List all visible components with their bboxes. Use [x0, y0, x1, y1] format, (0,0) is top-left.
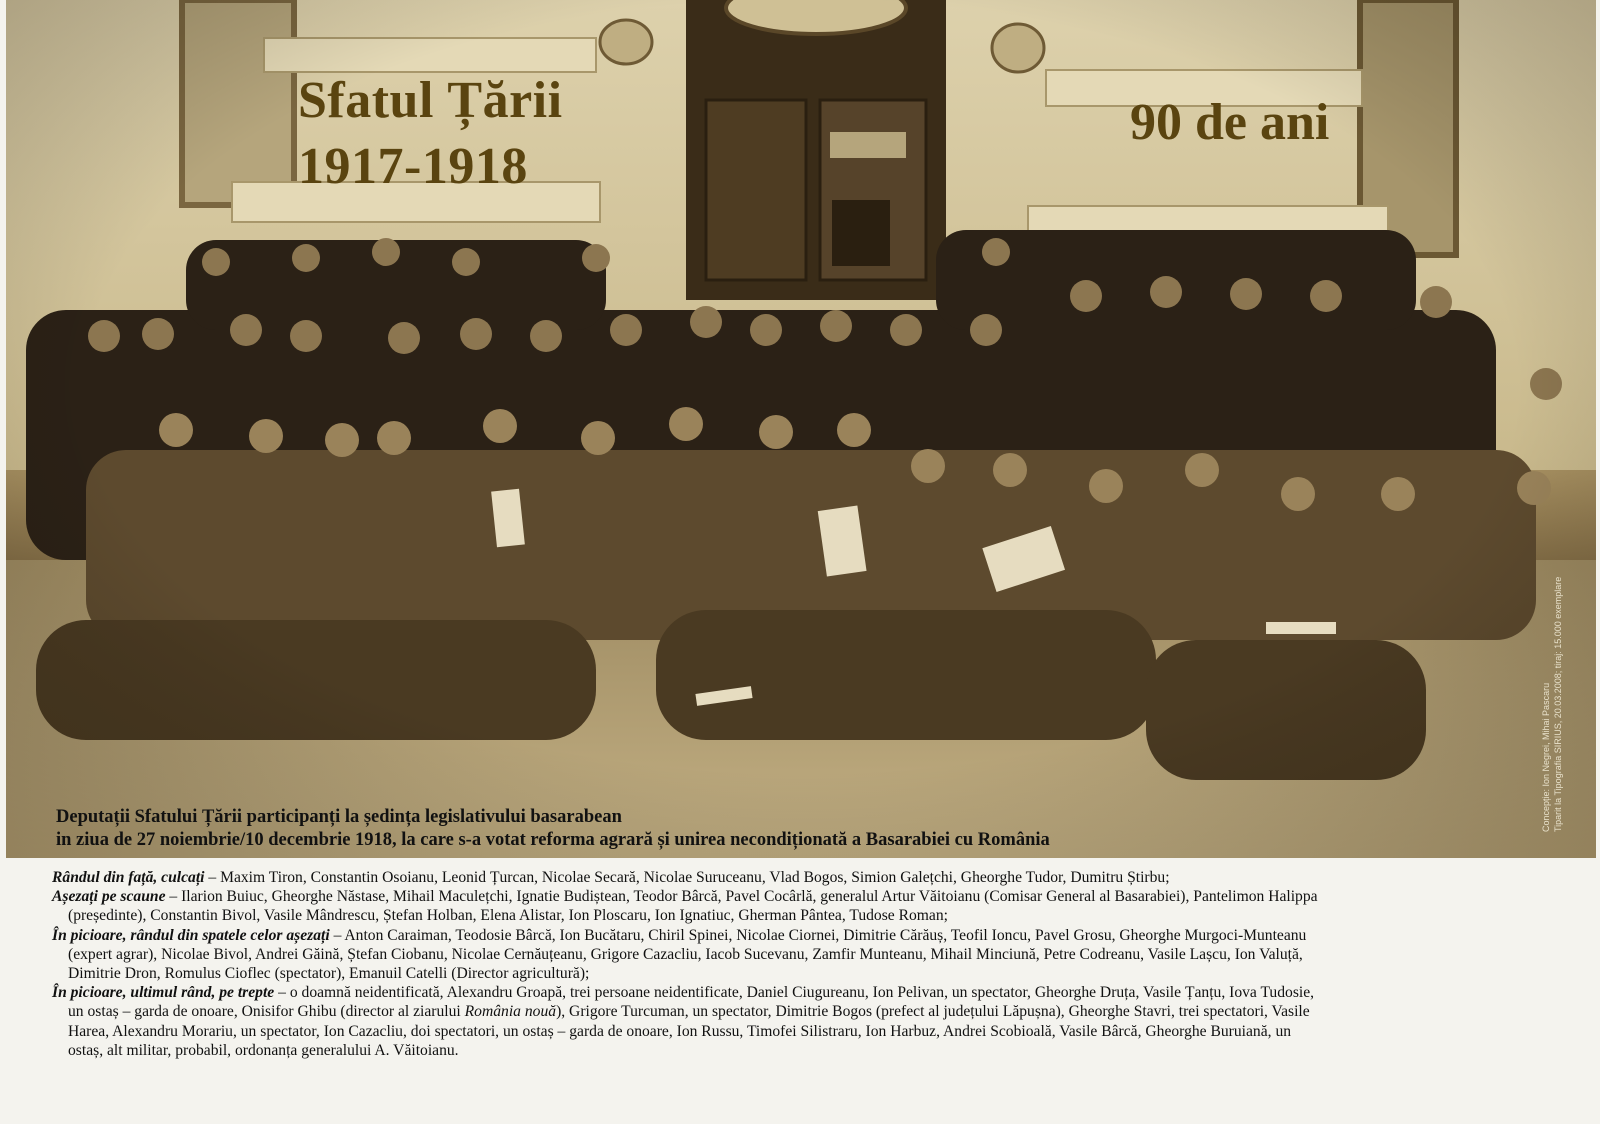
- row-label: În picioare, ultimul rând, pe trepte: [52, 984, 275, 1002]
- credit-concept: Concepție: Ion Negrei, Mihai Pascaru: [1541, 682, 1551, 832]
- caption-row-back-cont-3: ostaș, alt militar, probabil, ordonanța generalului A. Văitoianu.: [68, 1041, 459, 1059]
- row-names: – Ilarion Buiuc, Gheorghe Năstase, Mihail Maculețchi, Ignatie Budiștean, Teodor Bârcă, Pavel Cocârlă, generalul Artur Văitoianu (Comisar General al Basarabiei), Pantelimon Halippa: [165, 888, 1318, 906]
- caption-row-seated: [52, 887, 1552, 906]
- row-names: ), Grigore Turcuman, un spectator, Dimitrie Bogos (prefect al județului Lăpușna), Gheorghe Stavri, trei spectatori, Vasile: [556, 1003, 1310, 1021]
- title-years: 1917-1918: [298, 138, 528, 195]
- caption-row-standing-cont-2: Dimitrie Dron, Romulus Cioflec (spectator), Emanuil Catelli (Director agricultură);: [68, 965, 590, 983]
- caption-row-standing-cont-1: (expert agrar), Nicolae Bivol, Andrei Găină, Ștefan Ciobanu, Nicolae Cernăuțeanu, Grigore Cazacliu, Iacob Sucevanu, Zamfir Munteanu, Mihail Minciună, Petre Codreanu, Vasile Lașcu, Ion Valuță,: [68, 945, 1303, 963]
- row-names: – Maxim Tiron, Constantin Osoianu, Leonid Țurcan, Nicolae Secară, Nicolae Suruceanu, Vlad Bogos, Simion Galețchi, Gheorghe Tudor, Dumitru Știrbu;: [204, 869, 1170, 886]
- caption-row-seated-cont: (președinte), Constantin Bivol, Vasile Mândrescu, Ștefan Holban, Elena Alistar, Ion Ploscaru, Ion Ignatiuc, Gherman Pântea, Tudose Roman;: [68, 907, 948, 925]
- caption-row-back: [52, 983, 1552, 1002]
- photo-headline: [56, 806, 1050, 852]
- row-names: un ostaș – garda de onoare, Onisifor Ghibu (director al ziarului: [68, 1003, 465, 1021]
- caption-row-front: [52, 868, 1552, 887]
- group-photograph: [6, 0, 1596, 858]
- row-label: În picioare, rândul din spatele celor așezați: [52, 926, 330, 944]
- newspaper-title: România nouă: [464, 1003, 557, 1021]
- row-label: Rândul din față, culcați: [52, 869, 205, 886]
- caption-row-back-cont-1: [52, 1002, 1552, 1021]
- row-names: – o doamnă neidentificată, Alexandru Groapă, trei persoane neidentificate, Daniel Ciugureanu, Ion Pelivan, un spectator, Gheorghe Druța, Vasile Țanțu, Iova Tudosie,: [274, 984, 1315, 1002]
- title-name: Sfatul Țării: [298, 72, 563, 129]
- poster-title: [298, 70, 563, 198]
- print-credits: [1540, 577, 1564, 832]
- photo-scene: [6, 0, 1596, 858]
- names-caption: [52, 868, 1552, 1060]
- credit-printing: Tiparit la Tipografia SIRIUS, 20.03.2008; tiraj: 15.000 exemplare: [1553, 576, 1563, 832]
- anniversary-label: 90 de ani: [1130, 94, 1330, 151]
- headline-line-1: Deputații Sfatului Țării participanți la ședința legislativului basarabean: [56, 807, 622, 827]
- row-names: – Anton Caraiman, Teodosie Bârcă, Ion Bucătaru, Chiril Spinei, Nicolae Ciornei, Dimitrie Cărăuș, Teofil Ioncu, Pavel Grosu, Gheorghe Murgoci-Munteanu: [329, 926, 1307, 944]
- caption-row-standing: [52, 926, 1552, 945]
- headline-line-2: in ziua de 27 noiembrie/10 decembrie 1918, la care s-a votat reforma agrară și unirea necondiționată a Basarabiei cu România: [56, 830, 1050, 850]
- row-label: Așezați pe scaune: [52, 888, 166, 906]
- caption-row-back-cont-2: Harea, Alexandru Morariu, un spectator, Ion Cazacliu, doi spectatori, un ostaș – garda de onoare, Ion Russu, Timofei Silistraru, Ion Harbuz, Andrei Scobioală, Vasile Bârcă, Gheorghe Buruiană, un: [68, 1022, 1292, 1040]
